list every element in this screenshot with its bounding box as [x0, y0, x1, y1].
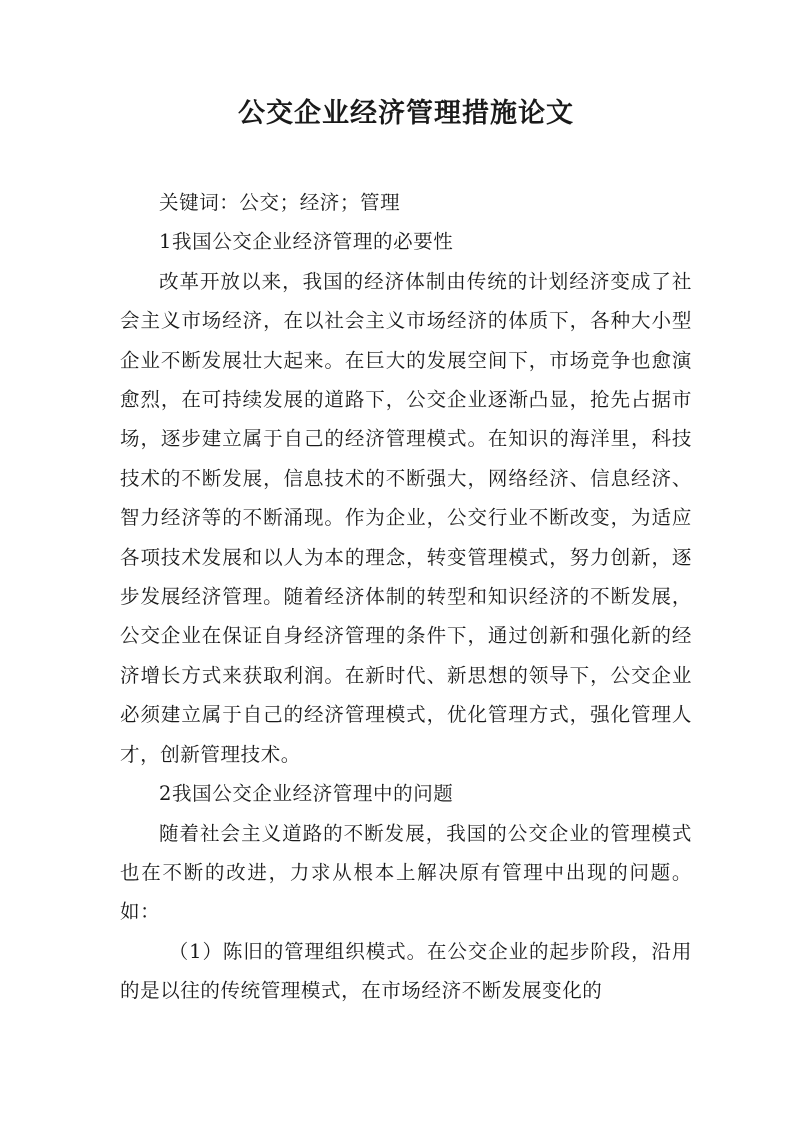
document-title: 公交企业经济管理措施论文 [238, 98, 574, 129]
document-body [120, 183, 692, 1011]
section-2-heading: 2我国公交企业经济管理中的问题 [159, 782, 454, 806]
keywords-line: 关键词：公交；经济；管理 [159, 191, 401, 214]
section-2-paragraph: 随着社会主义道路的不断发展，我国的公交企业的管理模式也在不断的改进，力求从根本上解决原有管理中出现的问题。如： [120, 821, 692, 924]
item-1-paragraph: （1）陈旧的管理组织模式。在公交企业的起步阶段，沿用的是以往的传统管理模式，在市场经济不断发展变化的 [120, 939, 692, 1003]
section-1-paragraph: 改革开放以来，我国的经济体制由传统的计划经济变成了社会主义市场经济，在以社会主义市场经济的体质下，各种大小型企业不断发展壮大起来。在巨大的发展空间下，市场竞争也愈演愈烈，在可持续发展的道路下，公交企业逐渐凸显，抢先占据市场，逐步建立属于自己的经济管理模式。在知识的海洋里，科技技术的不断发展，信息技术的不断强大，网络经济、信息经济、智力经济等的不断涌现。作为企业，公交行业不断改变，为适应各项技术发展和以人为本的理念，转变管理模式，努力创新，逐步发展经济管理。随着经济体制的转型和知识经济的不断发展，公交企业在保证自身经济管理的条件下，通过创新和强化新的经济增长方式来获取利润。在新时代、新思想的领导下，公交企业必须建立属于自己的经济管理模式，优化管理方式，强化管理人才，创新管理技术。 [120, 269, 692, 766]
section-1-heading: 1我国公交企业经济管理的必要性 [159, 230, 454, 254]
